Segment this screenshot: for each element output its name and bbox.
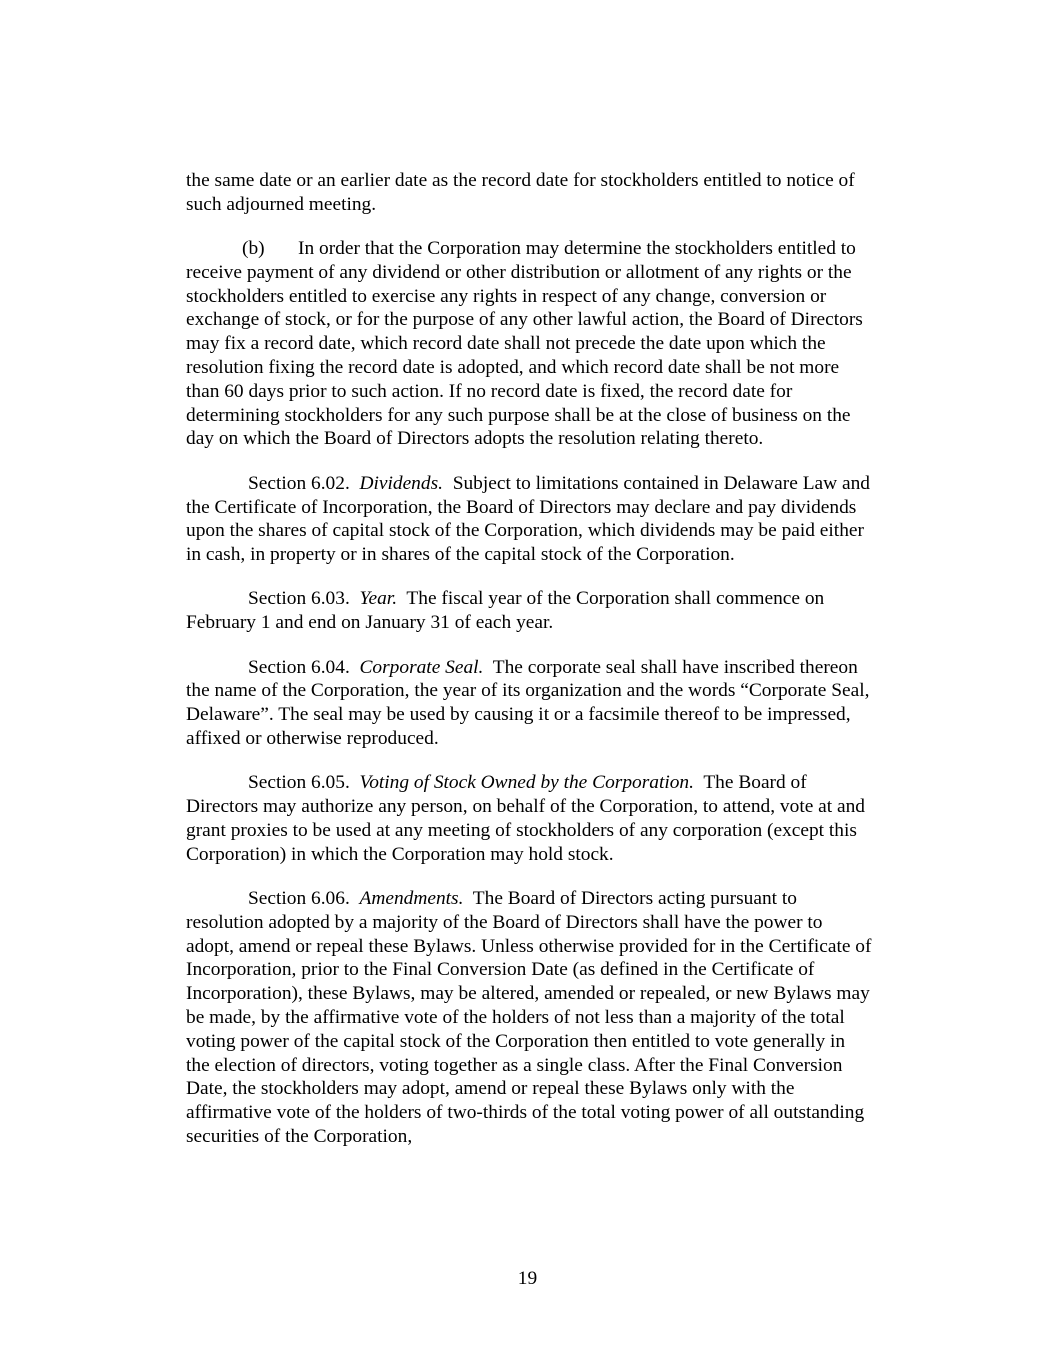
body-text xyxy=(186,169,872,1169)
section-6-06: Section 6.06. Amendments. The Board of Directors acting pursuant to resolution adopted by a majority of the Board of Directors shall have the power to adopt, amend or repeal these Bylaws. Unless otherwise provided for in the Certificate of Incorporation, prior to the Final Conversion Date (as defined in the Certificate of Incorporation), these Bylaws, may be altered, amended or repealed, or new Bylaws may be made, by the affirmative vote of the holders of not less than a majority of the total voting power of the capital stock of the Corporation then entitled to vote generally in the election of directors, voting together as a single class. After the Final Conversion Date, the stockholders may adopt, amend or repeal these Bylaws only with the affirmative vote of the holders of two-thirds of the total voting power of all outstanding securities of the Corporation, xyxy=(186,887,872,1147)
section-title: Voting of Stock Owned by the Corporation. xyxy=(359,772,694,794)
section-title: Year. xyxy=(359,588,398,610)
section-6-03: Section 6.03. Year. The fiscal year of the Corporation shall commence on February 1 and end on January 31 of each year. xyxy=(186,588,825,634)
section-text: The Board of Directors acting pursuant to resolution adopted by a majority of the Board of Directors shall have the power to adopt, amend or repeal these Bylaws. Unless otherwise provided for in the Certificate of Incorporation, prior to the Final Conversion Date (as defined in the Certificate of Incorporation), these Bylaws, may be altered, amended or repealed, or new Bylaws may be made, by the affirmative vote of the holders of not less than a majority of the total voting power of the capital stock of the Corporation then entitled to vote generally in the election of directors, voting together as a single class. After the Final Conversion Date, the stockholders may adopt, amend or repeal these Bylaws only with the affirmative vote of the holders of two-thirds of the total voting power of all outstanding securities of the Corporation, xyxy=(186,887,872,1147)
section-number: Section 6.02 xyxy=(248,472,345,494)
page-number: 19 xyxy=(517,1268,538,1289)
section-number: Section 6.03 xyxy=(248,588,345,610)
paragraph-b-text: In order that the Corporation may determine the stockholders entitled to receive payment of any dividend or other distribution or allotment of any rights or the stockholders entitled to exercise any rights in respect of any change, conversion or exchange of stock, or for the purpose of any other lawful action, the Board of Directors may fix a record date, which record date shall not precede the date upon which the resolution fixing the record date is adopted, and which record date shall be not more than 60 days prior to such action. If no record date is fixed, the record date for determining stockholders for any such purpose shall be at the close of business on the day on which the Board of Directors adopts the resolution relating thereto. xyxy=(186,238,863,450)
section-title: Corporate Seal. xyxy=(359,656,484,678)
section-number: Section 6.05 xyxy=(248,772,345,794)
section-6-04: Section 6.04. Corporate Seal. The corporate seal shall have inscribed thereon the name of the Corporation, the year of its organization and the words “Corporate Seal, Delaware”. The seal may be used by causing it or a facsimile thereof to be impressed, affixed or otherwise reproduced. xyxy=(186,656,870,749)
section-title: Amendments. xyxy=(359,887,464,909)
continuation-paragraph: the same date or an earlier date as the record date for stockholders entitled to notice of such adjourned meeting. xyxy=(186,170,855,215)
section-number: Section 6.04 xyxy=(248,656,345,678)
paragraph-b-label: (b) xyxy=(242,238,265,260)
section-6-05: Section 6.05. Voting of Stock Owned by the Corporation. The Board of Directors may authorize any person, on behalf of the Corporation, to attend, vote at and grant proxies to be used at any meeting of stockholders of any corporation (except this Corporation) in which the Corporation may hold stock. xyxy=(186,772,865,865)
section-text: The corporate seal shall have inscribed thereon the name of the Corporation, the year of its organization and the words “Corporate Seal, Delaware”. The seal may be used by causing it or a facsimile thereof to be impressed, affixed or otherwise reproduced. xyxy=(186,656,870,749)
section-title: Dividends. xyxy=(359,472,443,494)
section-text: The fiscal year of the Corporation shall commence on February 1 and end on January 31 of each year. xyxy=(186,588,825,634)
paragraph-b xyxy=(186,237,872,451)
section-text: Subject to limitations contained in Delaware Law and the Certificate of Incorporation, the Board of Directors may declare and pay dividends upon the shares of capital stock of the Corporation, which dividends may be paid either in cash, in property or in shares of the capital stock of the Corporation. xyxy=(186,472,871,566)
section-6-02: Section 6.02. Dividends. Subject to limitations contained in Delaware Law and the Certificate of Incorporation, the Board of Directors may declare and pay dividends upon the shares of capital stock of the Corporation, which dividends may be paid either in cash, in property or in shares of the capital stock of the Corporation. xyxy=(186,472,871,566)
section-number: Section 6.06 xyxy=(248,887,345,909)
section-text: The Board of Directors may authorize any person, on behalf of the Corporation, to attend, vote at and grant proxies to be used at any meeting of stockholders of any corporation (except this Corporation) in which the Corporation may hold stock. xyxy=(186,772,865,865)
